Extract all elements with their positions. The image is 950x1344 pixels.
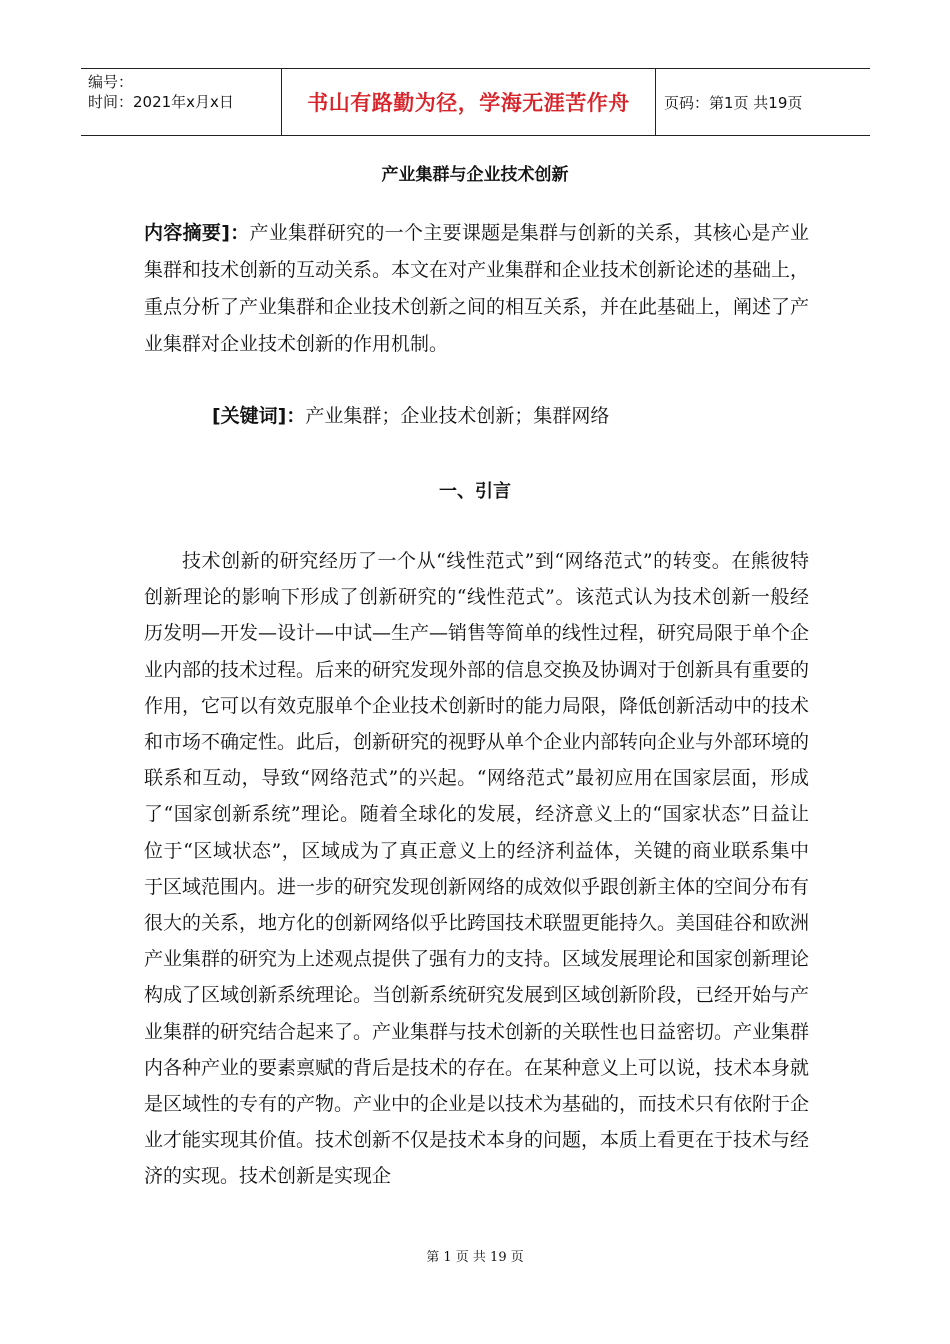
- introduction-paragraph: 技术创新的研究经历了一个从“线性范式”到“网络范式”的转变。在熊彼特创新理论的影响下形成了创新研究的“线性范式”。该范式认为技术创新一般经历发明—开发—设计—中试—生产—销售等简单的线性过程，研究局限于单个企业内部的技术过程。后来的研究发现外部的信息交换及协调对于创新具有重要的作用，它可以有效克服单个企业技术创新时的能力局限，降低创新活动中的技术和市场不确定性。此后，创新研究的视野从单个企业内部转向企业与外部环境的联系和互动，导致“网络范式”的兴起。“网络范式”最初应用在国家层面，形成了“国家创新系统”理论。随着全球化的发展，经济意义上的“国家状态”日益让位于“区域状态”，区域成为了真正意义上的经济利益体，关键的商业联系集中于区域范围内。进一步的研究发现创新网络的成效似乎跟创新主体的空间分布有很大的关系，地方化的创新网络似乎比跨国技术联盟更能持久。美国硅谷和欧洲产业集群的研究为上述观点提供了强有力的支持。区域发展理论和国家创新理论构成了区域创新系统理论。当创新系统研究发展到区域创新阶段，已经开始与产业集群的研究结合起来了。产业集群与技术创新的关联性也日益密切。产业集群内各种产业的要素禀赋的背后是技术的存在。在某种意义上可以说，技术本身就是区域性的专有的产物。产业中的企业是以技术为基础的，而技术只有依附于企业才能实现其价值。技术创新不仅是技术本身的问题，本质上看更在于技术与经济的实现。技术创新是实现企: [144, 550, 810, 1188]
- motto-text: 书山有路勤为径，学海无涯苦作舟: [307, 91, 630, 115]
- keywords-line: [212, 398, 609, 435]
- abstract-text: 产业集群研究的一个主要课题是集群与创新的关系，其核心是产业集群和技术创新的互动关系。本文在对产业集群和企业技术创新论述的基础上，重点分析了产业集群和企业技术创新之间的相互关系，并在此基础上，阐述了产业集群对企业技术创新的作用机制。: [144, 222, 810, 355]
- section-heading-introduction: 一、引言: [439, 481, 511, 502]
- motto-cell: [282, 69, 656, 135]
- keywords-label: [关键词]：: [212, 405, 306, 427]
- page-info-text: 页码：第1页 共19页: [664, 93, 803, 112]
- abstract-paragraph: [144, 215, 809, 363]
- number-label: 编号：: [88, 73, 134, 91]
- abstract-label: 内容摘要]：: [144, 222, 250, 244]
- keywords-text: 产业集群；企业技术创新；集群网络: [305, 405, 610, 427]
- header-meta-cell: [81, 69, 282, 135]
- page-footer: 第 1 页 共 19 页: [426, 1250, 524, 1265]
- time-label: 时间：2021年x月x日: [88, 93, 234, 111]
- header-table: [81, 68, 870, 136]
- page-info-cell: [656, 69, 870, 135]
- document-title: 产业集群与企业技术创新: [381, 165, 569, 185]
